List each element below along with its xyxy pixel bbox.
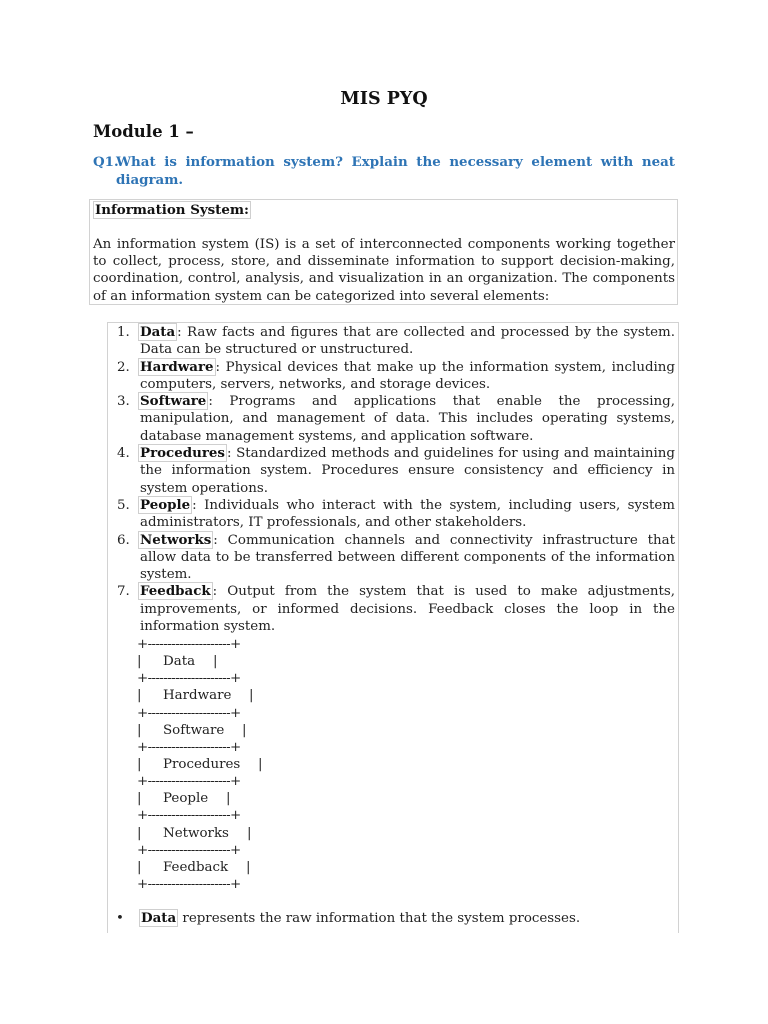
- intro-box: [89, 199, 678, 305]
- list-number: 3.: [117, 394, 130, 410]
- bullet-symbol: •: [116, 911, 124, 926]
- element-term: Networks: [140, 531, 212, 548]
- diagram-box-label: Feedback: [163, 859, 229, 875]
- diagram-separator: +---------------------+: [137, 842, 241, 858]
- list-number: 1.: [117, 325, 130, 340]
- list-number: 5.: [117, 497, 130, 513]
- diagram-separator: +---------------------+: [137, 705, 241, 721]
- element-desc: : Physical devices that make up the information system, including computers, servers, networks, and storage devices.: [140, 359, 675, 392]
- diagram-bar-right: |: [247, 825, 252, 841]
- diagram-box: [137, 825, 252, 842]
- diagram-bar-left: |: [137, 859, 142, 875]
- diagram-separator: +---------------------+: [137, 671, 241, 687]
- diagram-box-label: People: [163, 791, 209, 807]
- element-desc: : Individuals who interact with the system, including users, system administrators, IT professionals, and other stakeholders.: [140, 497, 675, 531]
- question: [93, 153, 675, 189]
- diagram-bar-left: |: [137, 825, 142, 841]
- page-title: MIS PYQ: [340, 89, 428, 109]
- bullet-term: Data: [141, 910, 177, 926]
- diagram-bar-left: |: [137, 791, 142, 807]
- list-item: [108, 393, 675, 445]
- list-number: 7.: [117, 584, 130, 600]
- diagram-box: [137, 653, 241, 670]
- diagram-box: [137, 687, 254, 704]
- element-term: People: [140, 496, 191, 513]
- list-number: 4.: [117, 446, 130, 462]
- diagram-bar-left: |: [137, 722, 142, 738]
- bullet-text: represents the raw information that the system processes.: [178, 911, 581, 926]
- diagram-box-label: Procedures: [163, 756, 241, 772]
- list-item: [108, 532, 675, 584]
- diagram-box-label: Data: [163, 654, 196, 670]
- intro-paragraph: An information system (IS) is a set of interconnected components working together to collect, process, store, and disseminate information to support decision-making, coordination, control, analysis, and visualization in an organization. The components of an information system can be categorized into several elements:: [93, 237, 675, 304]
- list-item: [108, 497, 675, 532]
- element-term: Data: [140, 324, 176, 340]
- diagram-box: [137, 756, 263, 773]
- diagram-box: [137, 859, 251, 876]
- diagram-separator: +---------------------+: [137, 637, 241, 652]
- list-number: 2.: [117, 359, 130, 375]
- element-desc: : Programs and applications that enable the processing, manipulation, and management of data. This includes operating systems, database management systems, and application software.: [140, 394, 675, 444]
- element-term: Procedures: [140, 445, 225, 462]
- diagram-bar-right: |: [249, 688, 254, 704]
- diagram-box-label: Hardware: [163, 688, 232, 704]
- diagram-bar-left: |: [137, 654, 142, 670]
- list-item: [108, 583, 675, 635]
- diagram-bar-right: |: [226, 791, 231, 807]
- diagram-bar-right: |: [258, 756, 263, 772]
- list-item: [108, 359, 675, 394]
- list-item: [108, 445, 675, 497]
- element-desc: : Output from the system that is used to make adjustments, improvements, or informed decisions. Feedback closes the loop in the information system.: [140, 584, 675, 635]
- element-term: Software: [140, 393, 207, 410]
- diagram-separator: +---------------------+: [137, 774, 241, 790]
- element-desc: : Standardized methods and guidelines for using and maintaining the information system. Procedures ensure consistency and efficiency in system operations.: [140, 446, 675, 496]
- diagram-bar-left: |: [137, 688, 142, 704]
- diagram-box: [137, 722, 247, 739]
- diagram-separator: +---------------------+: [137, 739, 241, 755]
- question-number: Q1.: [93, 154, 119, 170]
- diagram-bar-right: |: [242, 722, 247, 738]
- elements-list: [108, 324, 678, 635]
- question-text: What is information system? Explain the necessary element with neat diagram.: [116, 154, 675, 188]
- element-term: Feedback: [140, 583, 211, 600]
- list-item: [108, 324, 675, 359]
- diagram-bar-right: |: [213, 654, 218, 670]
- module-heading: Module 1 –: [93, 122, 194, 141]
- element-desc: : Raw facts and figures that are collected and processed by the system. Data can be structured or unstructured.: [140, 325, 675, 358]
- intro-heading: Information System:: [95, 202, 249, 218]
- diagram-box: [137, 790, 241, 807]
- element-desc: : Communication channels and connectivity infrastructure that allow data to be transferred between different components of the information system.: [140, 532, 675, 583]
- list-number: 6.: [117, 532, 130, 548]
- diagram-box-label: Software: [163, 722, 225, 738]
- diagram-box-label: Networks: [163, 825, 229, 841]
- diagram-separator: +---------------------+: [137, 876, 241, 892]
- diagram-bar-right: |: [246, 859, 251, 875]
- ascii-diagram: [137, 636, 263, 893]
- element-term: Hardware: [140, 358, 214, 375]
- diagram-separator: +---------------------+: [137, 808, 241, 824]
- diagram-bar-left: |: [137, 756, 142, 772]
